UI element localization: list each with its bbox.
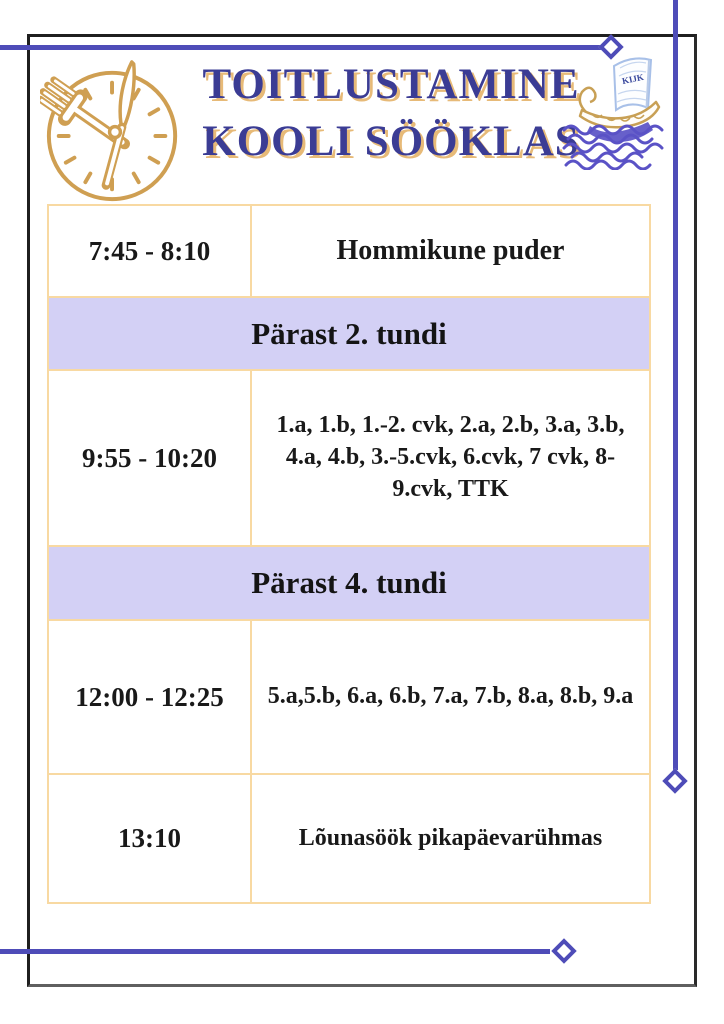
section-label: Pärast 2. tundi	[49, 298, 649, 369]
poster-title-line1: TOITLUSTAMINE	[202, 61, 580, 108]
meal-cell: Hommikune puder	[336, 235, 565, 266]
schedule-table	[47, 204, 651, 904]
decor-line-top	[0, 45, 604, 50]
viking-ship-icon	[562, 50, 676, 170]
decor-line-bottom	[0, 949, 550, 954]
table-row	[49, 206, 649, 296]
classes-cell: 1.a, 1.b, 1.-2. cvk, 2.a, 2.b, 3.a, 3.b, 4.a, 4.b, 3.-5.cvk, 6.cvk, 7 cvk, 8-9.cvk, TTK	[276, 412, 625, 502]
table-row	[49, 619, 649, 773]
decor-line-right	[673, 0, 678, 770]
clock-cutlery-icon	[40, 60, 188, 208]
table-row	[49, 773, 649, 902]
time-cell: 13:10	[49, 775, 252, 902]
poster-title	[193, 56, 589, 170]
classes-cell: 5.a,5.b, 6.a, 6.b, 7.a, 7.b, 8.a, 8.b, 9.a	[267, 683, 634, 710]
section-label: Pärast 4. tundi	[49, 547, 649, 619]
table-section-row	[49, 296, 649, 369]
time-cell: 9:55 - 10:20	[49, 371, 252, 545]
table-section-row	[49, 545, 649, 619]
meal-cell: Lõunasöök pikapäevarühmas	[298, 825, 603, 851]
time-cell: 12:00 - 12:25	[49, 621, 252, 773]
table-row	[49, 369, 649, 545]
ship-sail-text: KIJK	[621, 71, 645, 87]
poster-title-line2: KOOLI SÖÖKLAS	[202, 118, 580, 165]
time-cell: 7:45 - 8:10	[49, 206, 252, 296]
